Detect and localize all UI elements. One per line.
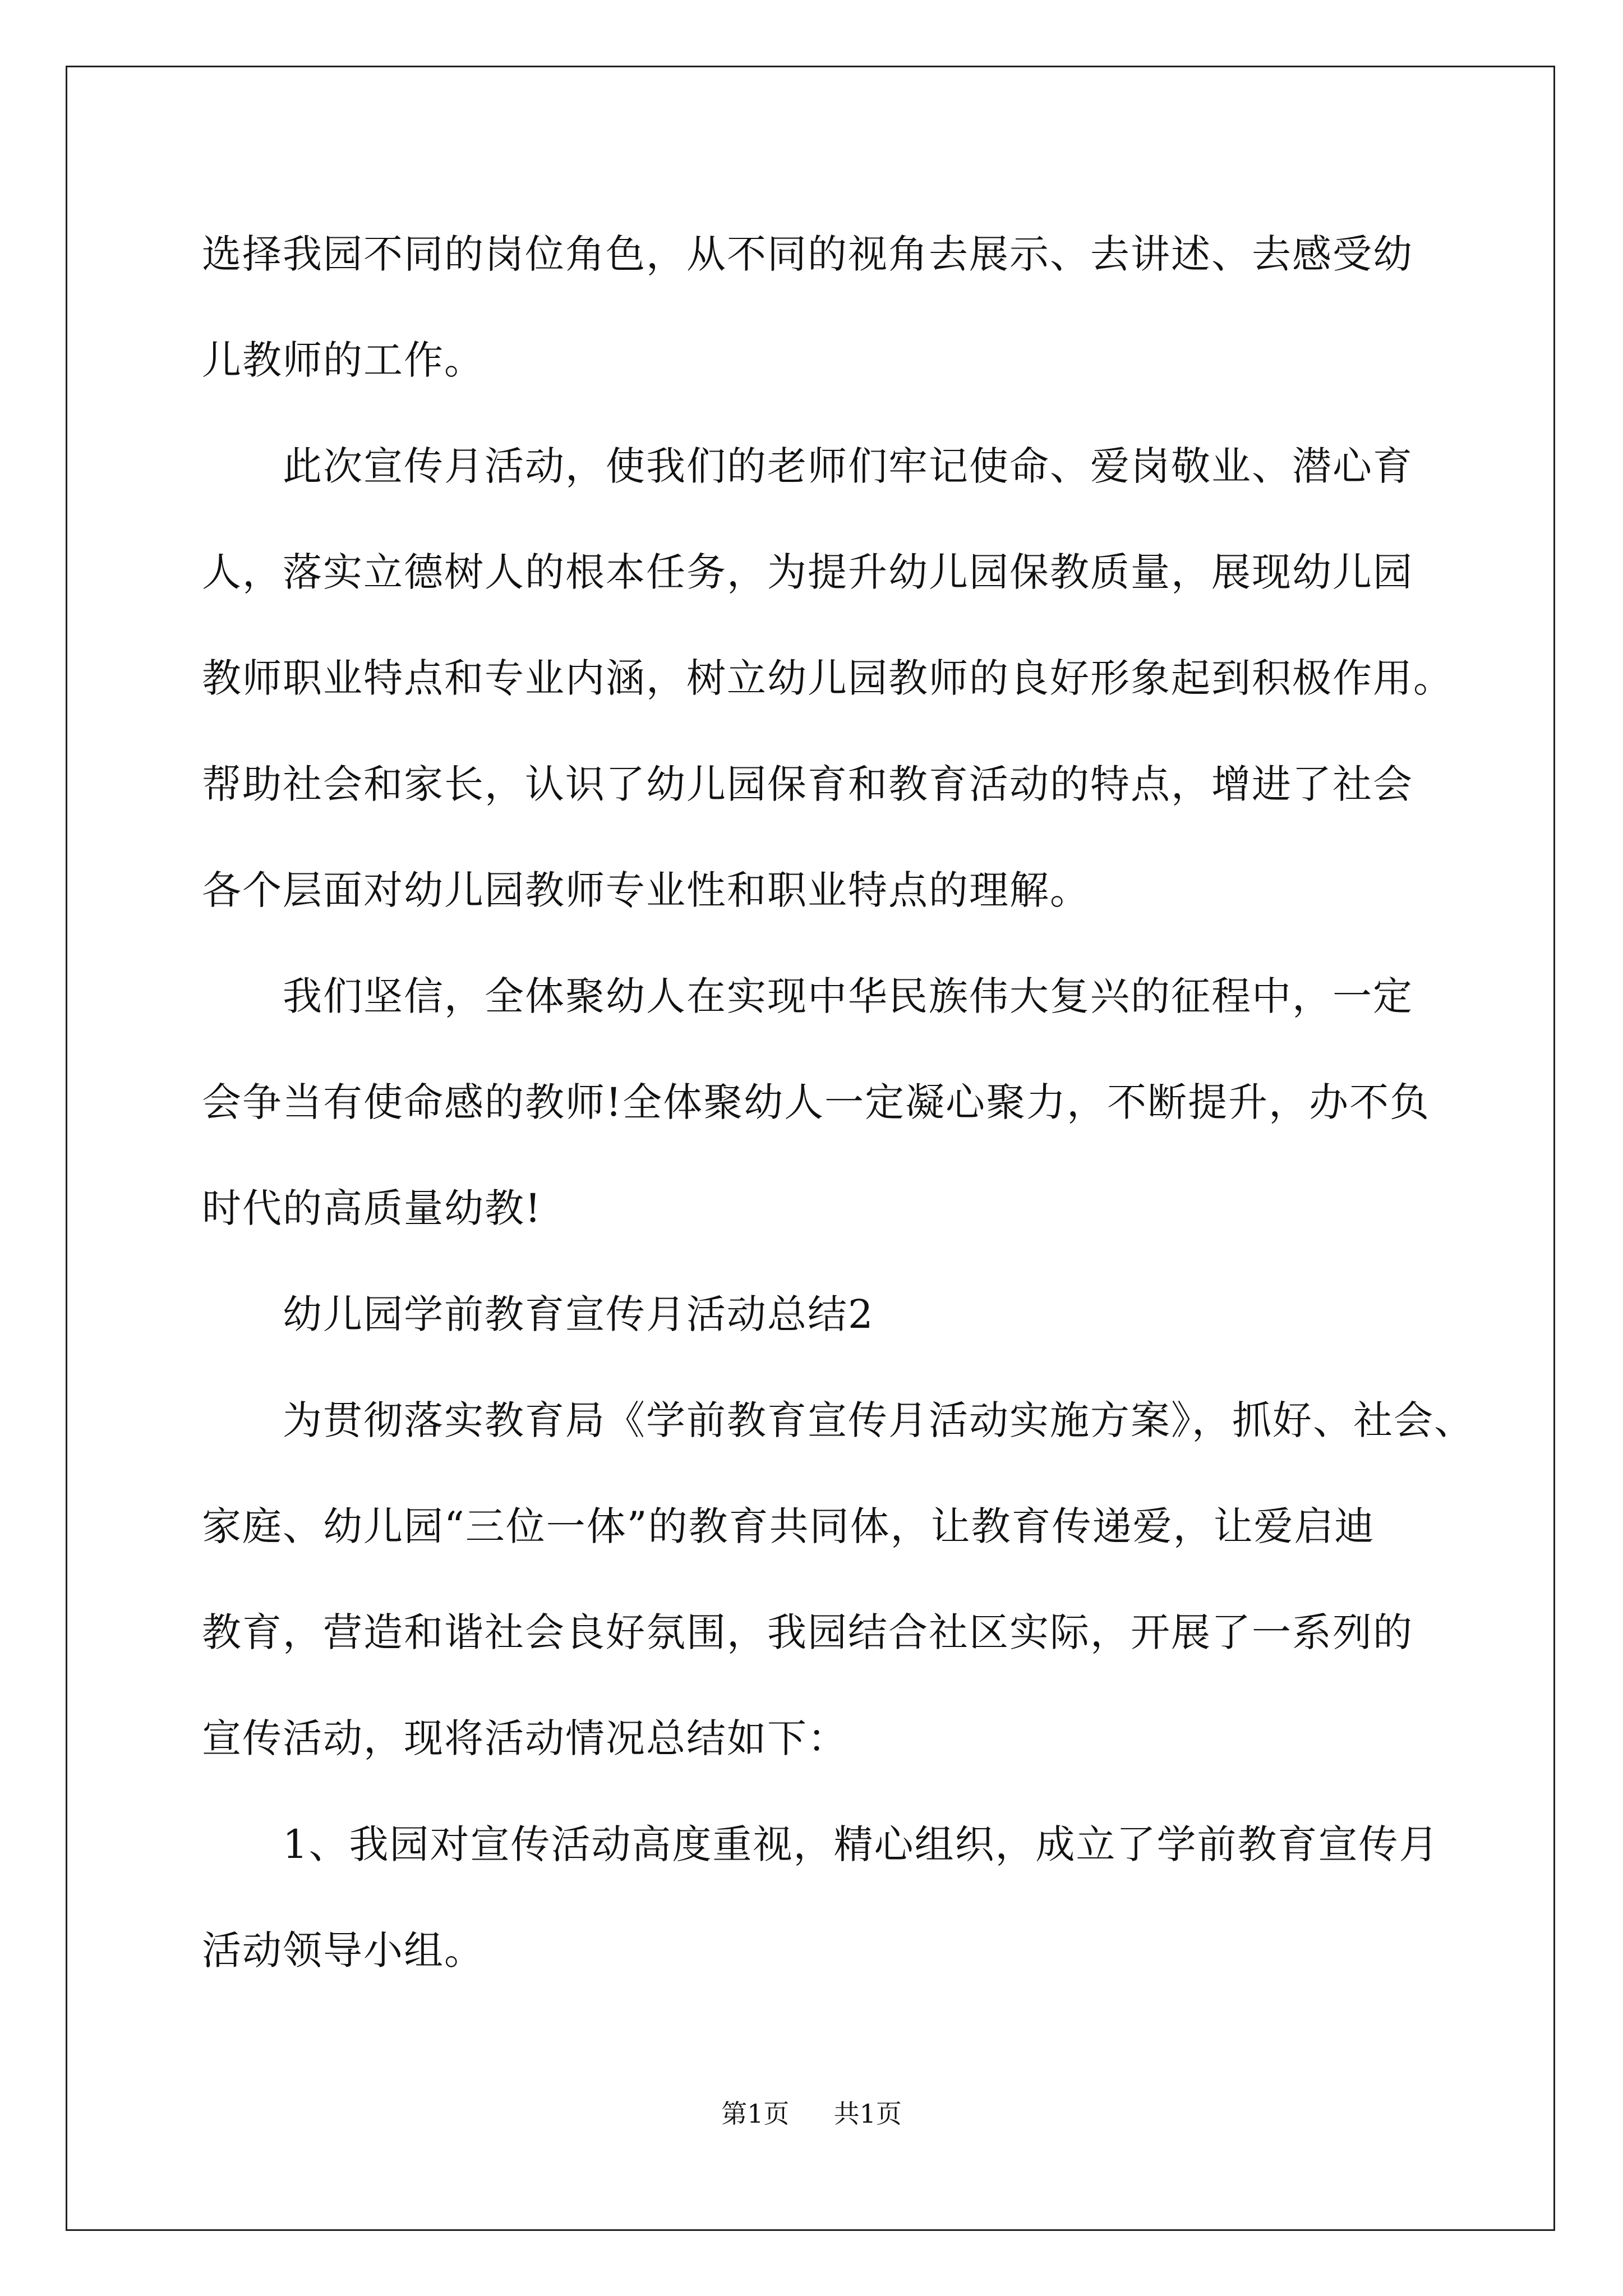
page-number: 第1页 <box>721 2099 790 2129</box>
body-line: 各个层面对幼儿园教师专业性和职业特点的理解。 <box>202 867 1090 913</box>
body-line: 家庭、幼儿园“三位一体”的教育共同体，让教育传递爱，让爱启迪 <box>202 1503 1375 1549</box>
body-line: 人，落实立德树人的根本任务，为提升幼儿园保教质量，展现幼儿园 <box>202 549 1413 595</box>
document-body <box>202 212 1474 2014</box>
paragraph-start-line: 我们坚信，全体聚幼人在实现中华民族伟大复兴的征程中，一定 <box>283 973 1413 1019</box>
paragraph-start-line: 1、我园对宣传活动高度重视，精心组织，成立了学前教育宣传月 <box>283 1821 1440 1867</box>
body-line: 帮助社会和家长，认识了幼儿园保育和教育活动的特点，增进了社会 <box>202 761 1413 807</box>
paragraph-start-line: 为贯彻落实教育局《学前教育宣传月活动实施方案》，抓好、社会、 <box>283 1397 1474 1443</box>
section-heading: 幼儿园学前教育宣传月活动总结2 <box>283 1291 874 1337</box>
page-footer <box>0 2097 1623 2131</box>
body-line: 儿教师的工作。 <box>202 337 485 383</box>
body-line: 活动领导小组。 <box>202 1927 485 1973</box>
body-line: 宣传活动，现将活动情况总结如下： <box>202 1715 848 1761</box>
body-line: 时代的高质量幼教! <box>202 1185 542 1231</box>
body-line: 教育，营造和谐社会良好氛围，我园结合社区实际，开展了一系列的 <box>202 1609 1413 1655</box>
page-total: 共1页 <box>833 2099 902 2129</box>
body-line: 教师职业特点和专业内涵，树立幼儿园教师的良好形象起到积极作用。 <box>202 655 1454 701</box>
paragraph-start-line: 此次宣传月活动，使我们的老师们牢记使命、爱岗敬业、潜心育 <box>283 443 1413 489</box>
body-line: 选择我园不同的岗位角色，从不同的视角去展示、去讲述、去感受幼 <box>202 231 1413 277</box>
body-line: 会争当有使命感的教师!全体聚幼人一定凝心聚力，不断提升，办不负 <box>202 1079 1431 1125</box>
